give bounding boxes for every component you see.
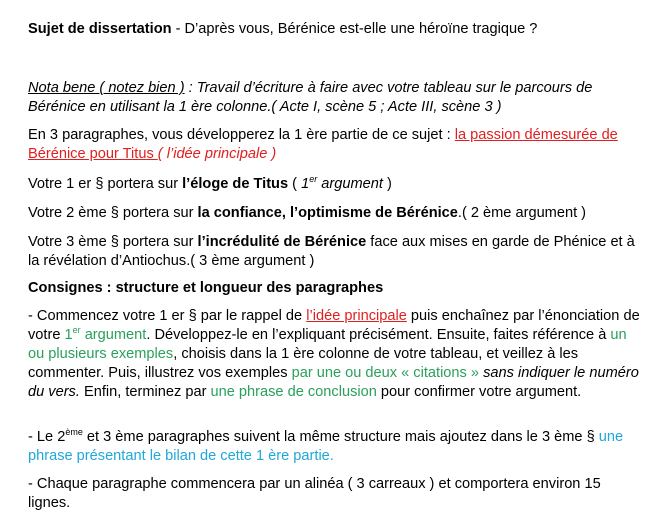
c1-t5-italic: sans indiquer le numéro du vers. bbox=[28, 365, 639, 400]
c1-exemples: un ou plusieurs exemples bbox=[28, 327, 627, 362]
c1-idee-principale: l’idée principale bbox=[306, 308, 407, 324]
arg2-pre: Votre 2 ème § portera sur bbox=[28, 205, 198, 221]
arg1-post: ) bbox=[382, 176, 392, 192]
intro-highlight-italic: ( l’idée principale ) bbox=[157, 146, 277, 162]
intro-text: En 3 paragraphes, vous développerez la 1 ère partie de ce sujet : bbox=[28, 127, 455, 143]
argument-1-line bbox=[28, 175, 640, 194]
sujet-line bbox=[28, 20, 640, 39]
arg1-sup: er bbox=[309, 174, 318, 185]
c1-arg-sup: er bbox=[72, 325, 81, 336]
c1-t4: , choisis dans la 1 ère colonne de votre tableau, et veillez à les commenter. Puis, illustrez vos exemples bbox=[28, 346, 579, 381]
arg3-bold: l’incrédulité de Bérénice bbox=[197, 234, 367, 250]
nota-bene-paragraph bbox=[28, 79, 640, 117]
arg1-num: 1 bbox=[301, 176, 310, 192]
c1-t6: Enfin, terminez par bbox=[79, 384, 211, 400]
consigne-1-paragraph bbox=[28, 307, 640, 402]
c1-t7: pour confirmer votre argument. bbox=[376, 384, 582, 400]
nota-text: : Travail d’écriture à faire avec votre tableau sur le parcours de Bérénice en utilisant la 1 ère colonne.( Acte I, scène 5 ; Acte III, scène 3 ) bbox=[28, 80, 593, 115]
c2-t1: - Le 2 bbox=[28, 429, 66, 445]
arg1-bold: l’éloge de Titus bbox=[182, 176, 289, 192]
consigne-3-paragraph: - Chaque paragraphe commencera par un alinéa ( 3 carreaux ) et comportera environ 15 lignes. bbox=[28, 476, 601, 511]
sujet-text: - D’après vous, Bérénice est-elle une héroïne tragique ? bbox=[171, 21, 538, 37]
c1-t1: - Commencez votre 1 er § par le rappel de bbox=[28, 308, 307, 324]
consignes-heading: Consignes : structure et longueur des paragraphes bbox=[28, 280, 384, 296]
nota-label: Nota bene ( notez bien ) bbox=[28, 80, 185, 96]
arg1-mid: ( bbox=[288, 176, 302, 192]
argument-2-line bbox=[28, 204, 640, 223]
c1-conclusion: une phrase de conclusion bbox=[210, 384, 377, 400]
c2-sup: ème bbox=[65, 427, 83, 438]
consigne-2-paragraph bbox=[28, 428, 640, 466]
intro-paragraph bbox=[28, 126, 640, 164]
c1-t3: . Développez-le en l’expliquant précisément. Ensuite, faites référence à bbox=[146, 327, 611, 343]
arg1-pre: Votre 1 er § portera sur bbox=[28, 176, 183, 192]
arg2-bold: la confiance, l’optimisme de Bérénice bbox=[197, 205, 458, 221]
c1-t2: puis enchaînez par l’énonciation de votre bbox=[28, 308, 640, 343]
arg1-arg: argument bbox=[317, 176, 383, 192]
sujet-label: Sujet de dissertation bbox=[28, 21, 172, 37]
arg2-post: .( 2 ème argument ) bbox=[457, 205, 587, 221]
c1-argument: argument bbox=[80, 327, 147, 343]
arg3-post: face aux mises en garde de Phénice et à la révélation d’Antiochus.( 3 ème argument ) bbox=[28, 234, 635, 269]
argument-3-paragraph bbox=[28, 233, 640, 271]
c1-arg-num: 1 bbox=[64, 327, 73, 343]
c2-bilan: une phrase présentant le bilan de cette 1 ère partie. bbox=[28, 429, 624, 464]
arg3-pre: Votre 3 ème § portera sur bbox=[28, 234, 198, 250]
c1-citations: par une ou deux « citations » bbox=[291, 365, 480, 381]
intro-highlight: la passion démesurée de Bérénice pour Titus bbox=[28, 127, 618, 162]
c2-t2: et 3 ème paragraphes suivent la même structure mais ajoutez dans le 3 ème § bbox=[82, 429, 599, 445]
